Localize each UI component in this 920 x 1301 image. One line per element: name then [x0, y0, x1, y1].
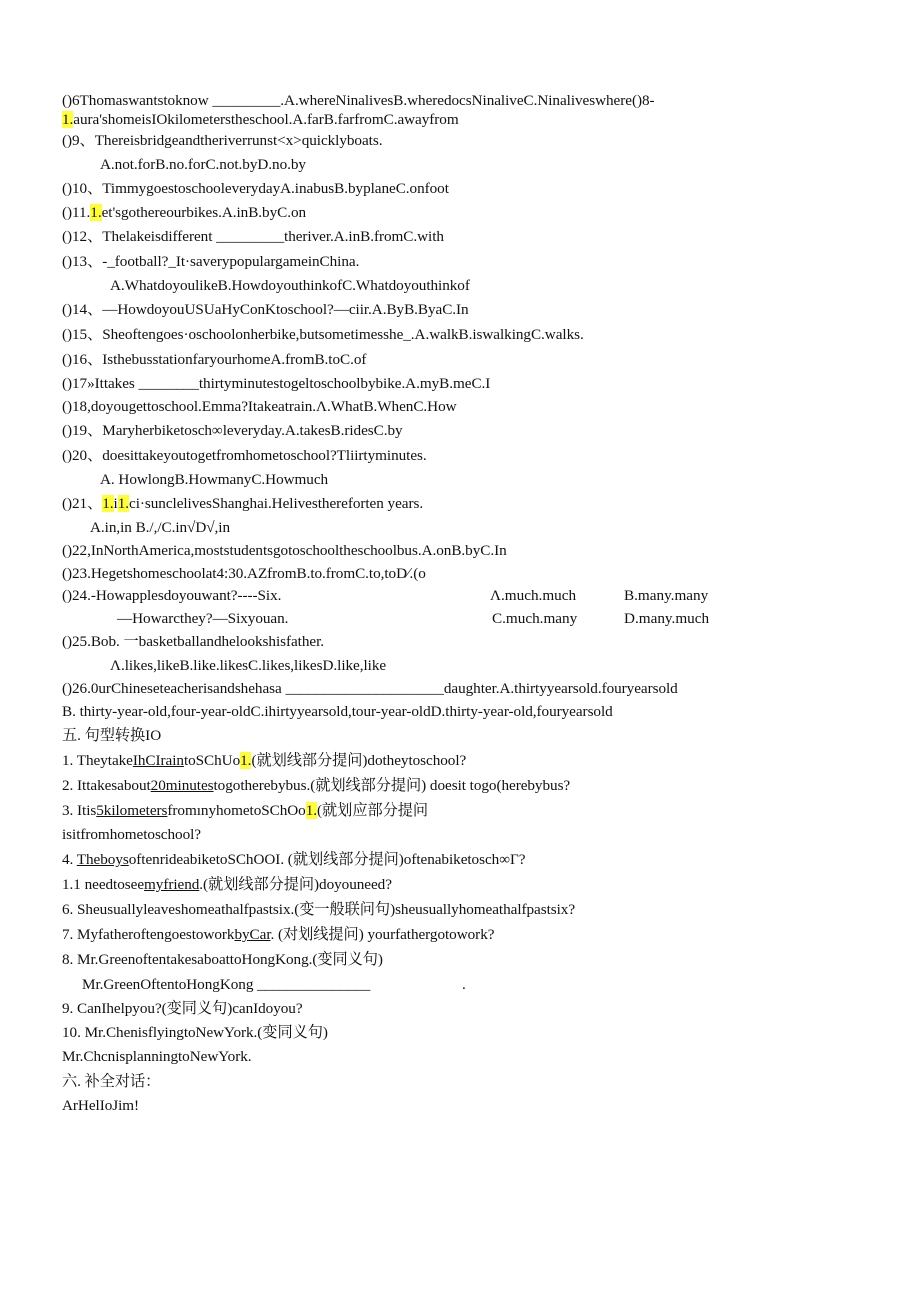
- question-24-line: ()24.-Howapplesdoyouwant?----Six.: [62, 587, 282, 604]
- question-10-line: ()10、TimmygoestoschooleverydayA.inabusB.byplaneC.onfoot: [62, 180, 449, 197]
- question-8-line: 1.aura'shomeisIOkilometerstheschool.A.farB.farfromC.awayfrom: [62, 111, 459, 128]
- question-25-options: Λ.likes,likeB.like.likesC.likes,likesD.like,like: [110, 657, 387, 674]
- question-17-line: ()17»Ittakes ________thirtyminutestogeltoschoolbybike.A.myB.meC.I: [62, 375, 491, 392]
- question-24-option-b: B.many.many: [624, 587, 709, 604]
- highlight-mark: 1.: [117, 495, 130, 512]
- question-15-line: ()15、Sheoftengoes·oschoolonherbike,butsometimesshe_.A.walkB.iswalkingC.walks.: [62, 326, 584, 343]
- transform-9-line: 9. CanIhelpyou?(变同义句)canIdoyou?: [62, 1000, 303, 1017]
- transform-5-line: 1.1 needtoseemyfriend.(就划线部分提问)doyouneed?: [62, 876, 392, 893]
- question-9-options: A.not.forB.no.forC.not.byD.no.by: [100, 156, 306, 173]
- transform-3-line: 3. Itis5kilometersfromınyhometoSChOo1.(就划应部分提问: [62, 802, 429, 819]
- question-21-line: ()21、1.i1.ci·sunclelivesShanghai.Helivesthereforten years.: [62, 495, 424, 512]
- highlight-mark: 1.: [240, 752, 252, 769]
- question-25-line: ()25.Bob. 一basketballandhelookshisfather.: [62, 633, 324, 650]
- question-23-line: ()23.Hegetshomeschoolat4:30.AZfromB.to.fromC.to,toD∕.(o: [62, 565, 426, 582]
- question-26-options: B. thirty-year-old,four-year-oldC.ihirtyyearsold,tour-year-oldD.thirty-year-old,fouryearsold: [62, 703, 613, 720]
- question-24-followup: —Howarcthey?—Sixyouan.: [117, 610, 289, 627]
- question-24-option-c: C.much.many: [492, 610, 578, 627]
- question-14-line: ()14、—HowdoyouUSUaHyConKtoschool?—ciir.A.ByB.ByaC.In: [62, 301, 469, 318]
- question-13-line: ()13、-_football?_It·saverypopulargameinChina.: [62, 253, 360, 270]
- transform-10-line: 10. Mr.ChenisflyingtoNewYork.(变同义句): [62, 1024, 328, 1041]
- question-20-line: ()20、doesittakeyoutogetfromhometoschool?Tliirtyminutes.: [62, 447, 427, 464]
- transform-8-answer: Mr.GreenOftentoHongKong _______________: [82, 976, 371, 993]
- transform-2-line: 2. Ittakesabout20minutestogotherebybus.(就划线部分提问) doesit togo(herebybus?: [62, 777, 571, 794]
- transform-6-line: 6. Sheusuallyleaveshomeathalfpastsix.(变一般联问句)sheusuallyhomeathalfpastsix?: [62, 901, 576, 918]
- question-20-options: A. HowlongB.HowmanyC.Howmuch: [100, 471, 329, 488]
- question-26-line: ()26.0urChineseteacherisandshehasa _____________________daughter.A.thirtyyearsold.fouryearsold: [62, 680, 678, 697]
- question-24-option-a: Λ.much.much: [490, 587, 577, 604]
- question-9-line: ()9、Thereisbridgeandtheriverrunst<x>quicklyboats.: [62, 132, 383, 149]
- question-13-options: A.WhatdoyoulikeB.HowdoyouthinkofC.Whatdoyouthinkof: [110, 277, 470, 294]
- highlight-mark: 1.: [102, 495, 114, 512]
- highlight-mark: 1.: [305, 802, 318, 819]
- section-5-heading: 五. 句型转换IO: [62, 727, 162, 744]
- transform-10-answer: Mr.ChcnisplanningtoNewYork.: [62, 1048, 252, 1065]
- transform-4-line: 4. TheboysoftenrideabiketoSChOOI. (就划线部分提问)oftenabiketosch∞Γ?: [62, 851, 526, 868]
- transform-8-period: .: [462, 976, 466, 993]
- question-6-line: ()6Thomaswantstoknow _________.A.whereNinalivesB.wheredocsNinaliveC.Ninaliveswhere()8-: [62, 92, 655, 109]
- question-11-line: ()11.1.et'sgothereourbikes.A.inB.byC.on: [62, 204, 307, 221]
- question-12-line: ()12、Thelakeisdifferent _________theriver.A.inB.fromC.with: [62, 228, 444, 245]
- highlight-mark: 1.: [62, 111, 74, 128]
- highlight-mark: 1.: [90, 204, 102, 221]
- question-21-options: A.in,in B./,/C.in√D√,in: [90, 519, 230, 536]
- section-6-heading: 六. 补全对话：: [62, 1073, 161, 1090]
- dialogue-first-line: ArHelIoJim!: [62, 1097, 140, 1114]
- transform-8-line: 8. Mr.GreenoftentakesaboattoHongKong.(变同义句): [62, 951, 383, 968]
- transform-3-answer: isitfromhometoschool?: [62, 826, 201, 843]
- question-19-line: ()19、Maryherbiketosch∞leveryday.A.takesB.ridesC.by: [62, 422, 403, 439]
- question-16-line: ()16、IsthebusstationfaryourhomeA.fromB.toC.of: [62, 351, 367, 368]
- question-24-option-d: D.many.much: [624, 610, 710, 627]
- transform-7-line: 7. MyfatheroftengoestoworkbyCar. (对划线提问) yourfathergotowork?: [62, 926, 495, 943]
- question-22-line: ()22,InNorthAmerica,moststudentsgotoschooltheschoolbus.A.onB.byC.In: [62, 542, 507, 559]
- transform-1-line: 1. TheytakeIhCIraintoSChUo1.(就划线部分提问)dotheytoschool?: [62, 752, 467, 769]
- question-18-line: ()18,doyougettoschool.Emma?Itakeatrain.Λ.WhatB.WhenC.How: [62, 398, 457, 415]
